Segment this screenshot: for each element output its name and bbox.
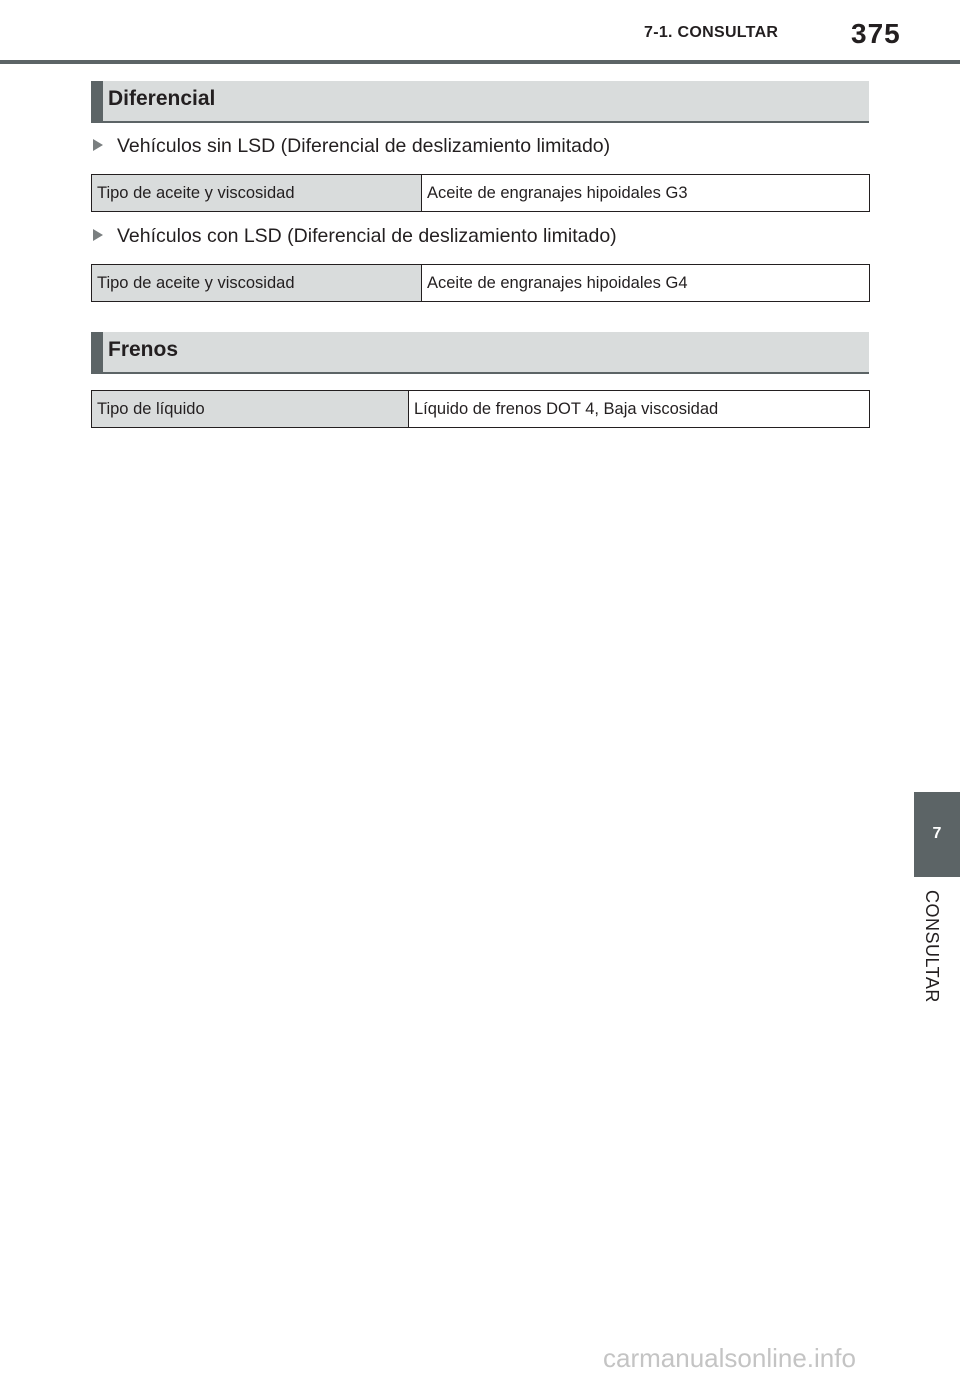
section-heading-frenos: [91, 332, 869, 374]
watermark: carmanualsonline.info: [603, 1343, 856, 1373]
header-rule: [0, 60, 960, 64]
bullet-item: [93, 135, 610, 158]
table-label-cell: Tipo de líquido: [92, 391, 409, 428]
triangle-bullet-icon: [93, 229, 103, 241]
bullet-item: [93, 225, 617, 248]
chapter-title: 7-1. CONSULTAR: [644, 24, 779, 41]
chapter-number: 7: [932, 825, 942, 842]
spec-table: [91, 264, 870, 302]
spec-table: [91, 174, 870, 212]
section-title: Frenos: [108, 338, 179, 361]
section-heading-diferencial: [91, 81, 869, 123]
table-row: [92, 175, 870, 212]
chapter-side-tab: [914, 792, 960, 877]
side-tab-label: CONSULTAR: [922, 890, 942, 1003]
spec-table: [91, 390, 870, 428]
table-value-cell: Líquido de frenos DOT 4, Baja viscosidad: [409, 391, 870, 428]
page-number: 375: [851, 18, 901, 49]
triangle-bullet-icon: [93, 139, 103, 151]
table-label-cell: Tipo de aceite y viscosidad: [92, 265, 422, 302]
table-row: [92, 265, 870, 302]
bullet-text: Vehículos sin LSD (Diferencial de deslizamiento limitado): [117, 135, 611, 157]
section-accent-bar: [91, 81, 103, 121]
table-value-cell: Aceite de engranajes hipoidales G4: [422, 265, 870, 302]
table-row: [92, 391, 870, 428]
section-accent-bar: [91, 332, 103, 372]
table-label-cell: Tipo de aceite y viscosidad: [92, 175, 422, 212]
bullet-text: Vehículos con LSD (Diferencial de deslizamiento limitado): [117, 225, 617, 247]
section-title: Diferencial: [108, 87, 216, 110]
table-value-cell: Aceite de engranajes hipoidales G3: [422, 175, 870, 212]
